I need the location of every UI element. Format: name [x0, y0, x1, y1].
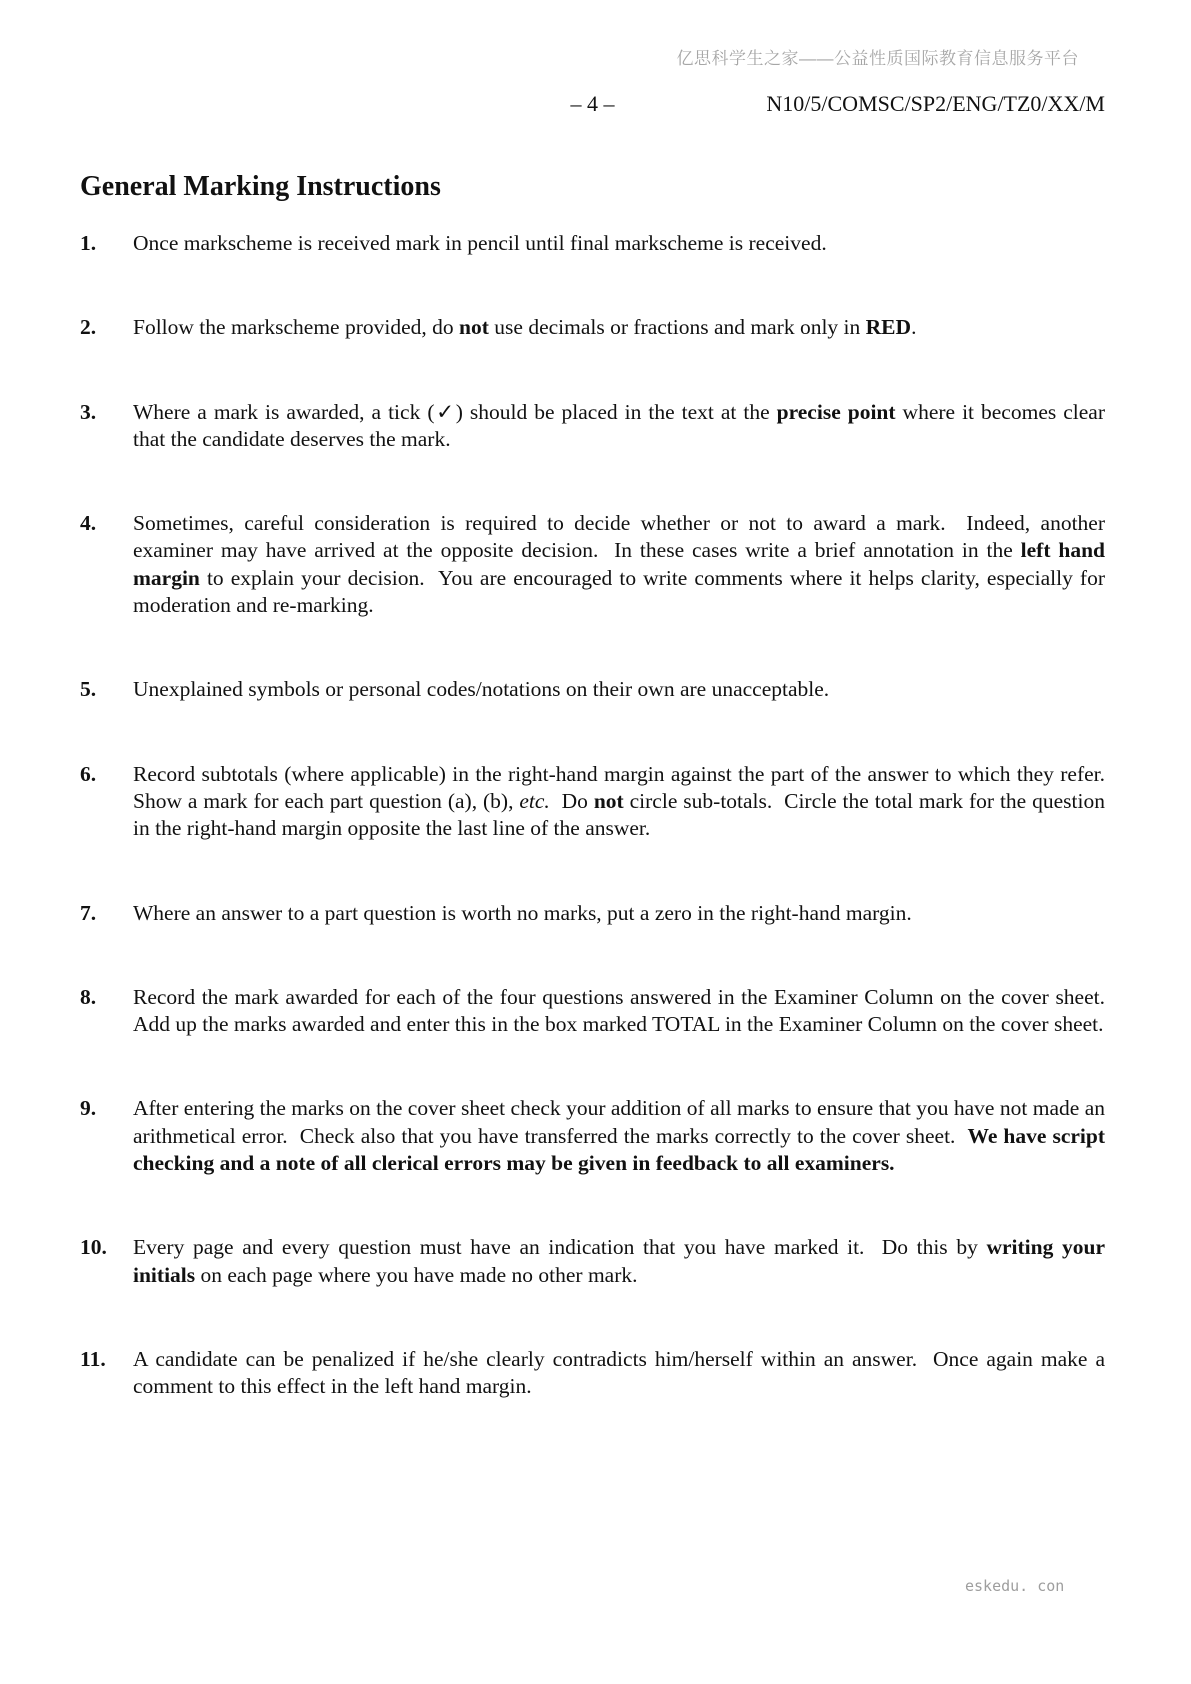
text-segment: Record the mark awarded for each of the four questions answered in the Examiner Column on the cover sheet. Add up the marks awarded and enter this in the box marked TOTAL in the Examiner Column on the cover sheet.: [133, 984, 1116, 1037]
text-segment: Where an answer to a part question is worth no marks, put a zero in the right-hand margin.: [133, 900, 912, 925]
text-segment: Record subtotals (where applicable) in the right-hand margin against the part of the answer to which they refer. Show a mark for each part question (a), (b),: [133, 761, 1116, 813]
text-segment: precise point: [776, 399, 896, 424]
page-number: – 4 –: [570, 91, 615, 116]
item-text: [133, 1095, 1111, 1177]
text-segment: Where a mark is awarded, a tick (✓) should be placed in the text at the: [133, 399, 777, 424]
text-segment: where it becomes clear that the candidate deserves the mark.: [133, 399, 1111, 451]
instruction-item: [80, 399, 1111, 454]
instruction-item: [80, 1234, 1111, 1289]
text-segment: Unexplained symbols or personal codes/notations on their own are unacceptable.: [133, 677, 830, 702]
text-segment: circle sub-totals. Circle the total mark for the question in the right-hand margin opposite the last line of the answer.: [133, 788, 1111, 841]
item-text: [133, 399, 1111, 454]
page-title: General Marking Instructions: [80, 171, 441, 202]
text-segment: use decimals or fractions and mark only in: [488, 315, 866, 340]
text-segment: After entering the marks on the cover sheet check your addition of all marks to ensure that you have not made an arithmetical error. Check also that you have transferred the marks correctly to the cover sheet.: [133, 1096, 1111, 1148]
item-number: 4.: [80, 511, 97, 536]
item-number: 6.: [80, 761, 97, 786]
item-number: 9.: [80, 1096, 97, 1121]
item-text: [133, 900, 1105, 927]
text-segment: A candidate can be penalized if he/she clearly contradicts him/herself within an answer. Once again make a comment to this effect in the left hand margin.: [133, 1346, 1111, 1399]
instruction-item: [80, 314, 1105, 341]
item-number: 5.: [80, 677, 97, 702]
text-segment: writing your initials: [133, 1235, 1111, 1287]
item-number: 2.: [80, 315, 97, 340]
item-number: 1.: [80, 231, 97, 255]
item-text: [133, 761, 1116, 843]
text-segment: to explain your decision. You are encouraged to write comments where it helps clarity, especially for moderation and re-marking.: [133, 565, 1111, 618]
text-segment: Sometimes, careful consideration is required to decide whether or not to award a mark. Indeed, another examiner may have arrived at the opposite decision. In these cases write a brief annotation in the: [133, 511, 1111, 563]
text-segment: RED: [865, 315, 912, 340]
text-segment: Follow the markscheme provided, do: [133, 315, 460, 340]
text-segment: Once markscheme is received mark in pencil until final markscheme is received.: [133, 231, 827, 255]
item-number: 11.: [80, 1346, 106, 1371]
instruction-item: [80, 984, 1116, 1039]
text-segment: etc.: [519, 788, 550, 813]
footer-watermark: eskedu. con: [965, 1577, 1065, 1595]
item-number: 8.: [80, 984, 97, 1009]
text-segment: Every page and every question must have an indication that you have marked it. Do this by: [133, 1235, 987, 1260]
header-watermark: 亿思科学生之家——公益性质国际教育信息服务平台: [676, 49, 1079, 68]
item-number: 7.: [80, 900, 97, 925]
item-text: [133, 510, 1111, 619]
text-segment: We have script checking and a note of all clerical errors may be given in feedback to all examiners.: [133, 1123, 1111, 1176]
text-segment: not: [593, 788, 624, 813]
item-text: [133, 230, 1105, 257]
instruction-item: [80, 510, 1111, 619]
instruction-item: [80, 900, 1105, 927]
document-code: N10/5/COMSC/SP2/ENG/TZ0/XX/M: [766, 91, 1105, 116]
text-segment: not: [459, 315, 489, 340]
instruction-item: [80, 1346, 1111, 1401]
item-number: 3.: [80, 399, 97, 424]
instruction-item: [80, 761, 1116, 843]
text-segment: .: [911, 315, 917, 340]
item-number: 10.: [80, 1235, 107, 1260]
item-text: [133, 676, 1105, 703]
text-segment: on each page where you have made no other mark.: [195, 1262, 638, 1287]
item-text: [133, 1234, 1111, 1289]
item-text: [133, 984, 1116, 1039]
instruction-item: [80, 1095, 1111, 1177]
instruction-item: [80, 230, 1105, 257]
page-header: [80, 90, 1105, 118]
instruction-list: [80, 230, 1116, 1458]
text-segment: left hand margin: [133, 538, 1111, 590]
text-segment: Do: [549, 788, 594, 813]
instruction-item: [80, 676, 1105, 703]
item-text: [133, 1346, 1111, 1401]
item-text: [133, 314, 1105, 341]
